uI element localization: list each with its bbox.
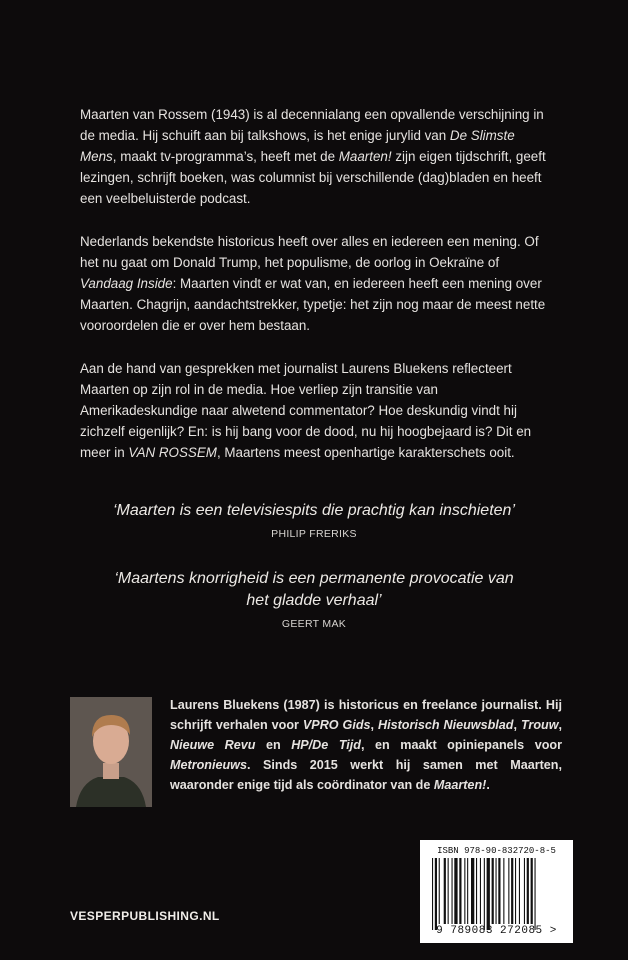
publisher-website: VESPERPUBLISHING.NL [70,909,220,923]
review-quote-1 [60,500,568,540]
author-photo [70,697,152,807]
review-quote-2 [60,568,568,630]
barcode-digits: 9 789083 272085 > [436,925,557,937]
quote-text: ‘Maartens knorrigheid is een permanente provocatie van het gladde verhaal’ [114,570,514,609]
quote-text: ‘Maarten is een televisiespits die prachtig kan inschieten’ [113,502,515,519]
blurb-paragraph-3: Aan de hand van gesprekken met journalist Laurens Bluekens reflecteert Maarten op zijn rol in de media. Hoe verliep zijn transitie van Amerikadeskundige naar alwetend commentator? Hoe deskundig vindt hij zichzelf eigenlijk? En: is hij bang voor de dood, nu hij hoogbejaard is? Dit en meer in VAN ROSSEM, Maartens meest openhartige karakterschets ooit. [80,361,532,460]
author-bio: Laurens Bluekens (1987) is historicus en freelance journalist. Hij schrijft verhalen voor VPRO Gids, Historisch Nieuwsblad, Trouw, Nieuwe Revu en HP/De Tijd, en maakt opiniepanels voor Metronieuws. Sinds 2015 werkt hij samen met Maarten, waaronder enige tijd als coördinator van de Maarten!. [170,698,563,792]
quote-source: GEERT MAK [281,618,347,630]
blurb-paragraph-2: Nederlands bekendste historicus heeft over alles en iedereen een mening. Of het nu gaat om Donald Trump, het populisme, de oorlog in Oekraïne of Vandaag Inside: Maarten vindt er wat van, en iedereen heeft een mening over Maarten. Chagrijn, aandachtstrekker, typetje: het zijn nog maar de meest nette vooroordelen die er over hem bestaan. [80,234,546,333]
back-cover-blurb [80,104,550,485]
blurb-paragraph-1: Maarten van Rossem (1943) is al decennialang een opvallende verschijning in de media. Hij schuift aan bij talkshows, is het enige jurylid van De Slimste Mens, maakt tv-programma’s, heeft met de Maarten! zijn eigen tijdschrift, geeft lezingen, schrijft boeken, was columnist bij verschillende (dag)bladen en heeft een veelbeluisterde podcast. [80,107,546,206]
isbn-barcode [420,840,573,943]
isbn-label: ISBN 978-90-832720-8-5 [437,846,556,856]
quote-source: PHILIP FRERIKS [271,528,357,540]
